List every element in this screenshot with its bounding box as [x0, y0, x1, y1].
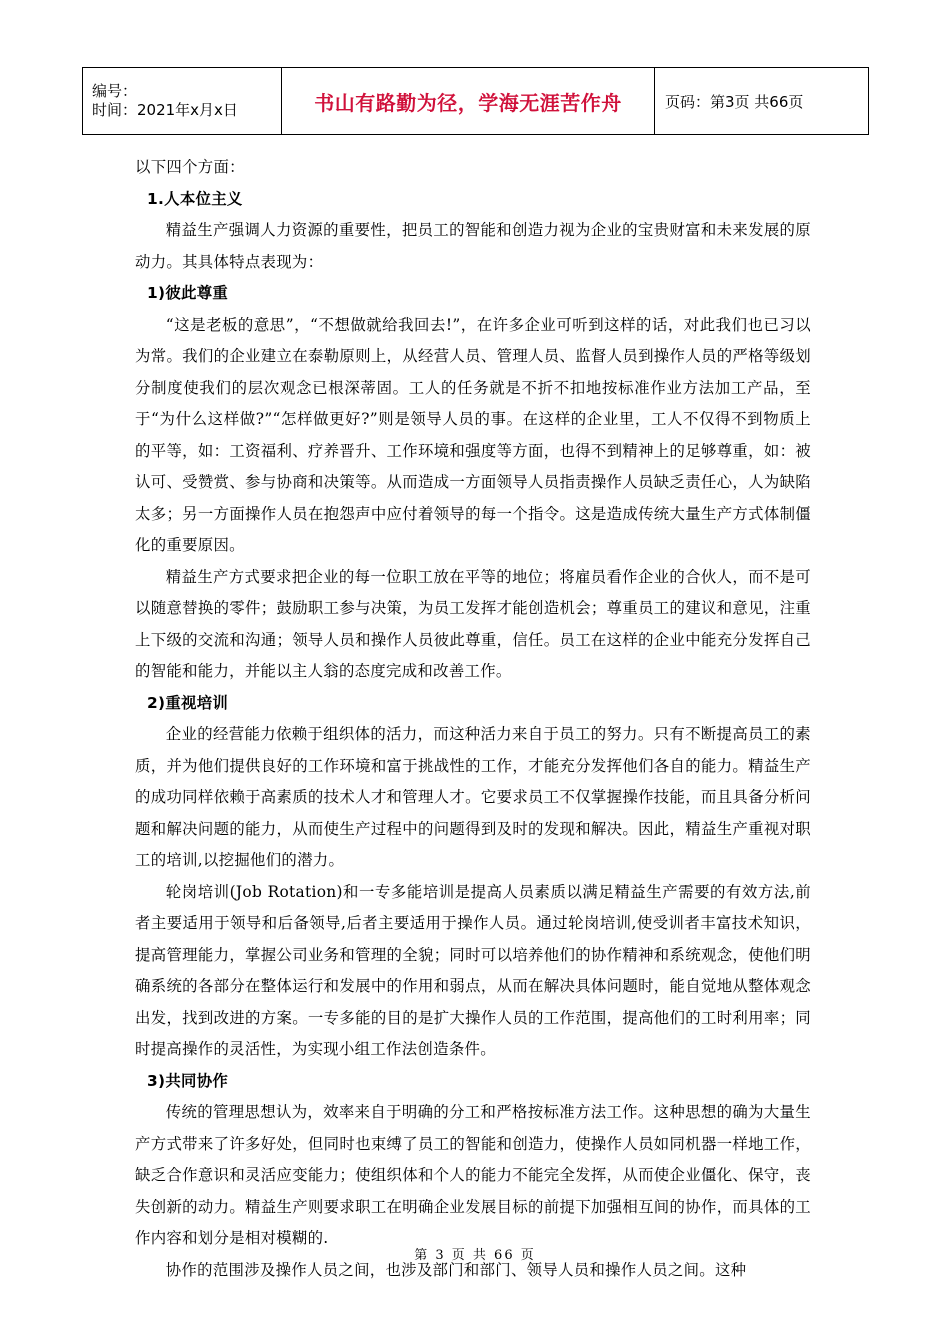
paragraph: 精益生产方式要求把企业的每一位职工放在平等的地位；将雇员看作企业的合伙人，而不是可以随意替换的零件；鼓励职工参与决策，为员工发挥才能创造机会；尊重员工的建议和意见，注重上下级的交流和沟通；领导人员和操作人员彼此尊重，信任。员工在这样的企业中能充分发挥自己的智能和能力，并能以主人翁的态度完成和改善工作。: [135, 567, 811, 680]
paragraph: “这是老板的意思”，“不想做就给我回去!”，在许多企业可听到这样的话，对此我们也已习以为常。我们的企业建立在泰勒原则上，从经营人员、管理人员、监督人员到操作人员的严格等级划分制度使我们的层次观念已根深蒂固。工人的任务就是不折不扣地按标准作业方法加工产品，至于“为什么这样做?”“怎样做更好?”则是领导人员的事。在这样的企业里，工人不仅得不到物质上的平等，如：工资福利、疗养晋升、工作环境和强度等方面，也得不到精神上的足够尊重，如：被认可、受赞赏、参与协商和决策等。从而造成一方面领导人员指责操作人员缺乏责任心，人为缺陷太多；另一方面操作人员在抱怨声中应付着领导的每一个指令。这是造成传统大量生产方式体制僵化的重要原因。: [135, 315, 811, 554]
page-footer: 第 3 页 共 66 页: [414, 1248, 536, 1263]
header-page-cell: [655, 68, 869, 135]
section-heading: 1)彼此尊重: [147, 284, 229, 302]
section-heading: 1.人本位主义: [147, 189, 243, 208]
section-heading: 2)重视培训: [147, 693, 229, 712]
paragraph: 协作的范围涉及操作人员之间，也涉及部门和部门、领导人员和操作人员之间。这种: [165, 1260, 747, 1279]
paragraph: 轮岗培训(Job Rotation)和一专多能培训是提高人员素质以满足精益生产需要的有效方法,前者主要适用于领导和后备领导,后者主要适用于操作人员。通过轮岗培训,使受训者丰富技术知识，提高管理能力，掌握公司业务和管理的全貌；同时可以培养他们的协作精神和系统观念，使他们明确系统的各部分在整体运行和发展中的作用和弱点，从而在解决具体问题时，能自觉地从整体观念出发，找到改进的方案。一专多能的目的是扩大操作人员的工作范围，提高他们的工时利用率；同时提高操作的灵活性，为实现小组工作法创造条件。: [135, 882, 811, 1058]
paragraph: 精益生产强调人力资源的重要性，把员工的智能和创造力视为企业的宝贵财富和未来发展的原动力。其具体特点表现为：: [135, 221, 811, 271]
paragraph: 企业的经营能力依赖于组织体的活力，而这种活力来自于员工的努力。只有不断提高员工的素质，并为他们提供良好的工作环境和富于挑战性的工作，才能充分发挥他们各自的能力。精益生产的成功同样依赖于高素质的技术人才和管理人才。它要求员工不仅掌握操作技能，而且具备分析问题和解决问题的能力，从而使生产过程中的问题得到及时的发现和解决。因此，精益生产重视对职工的培训,以挖掘他们的潜力。: [135, 725, 811, 869]
header-motto: 书山有路勤为径，学海无涯苦作舟: [314, 90, 622, 115]
document-body: [135, 152, 811, 1286]
paragraph: 以下四个方面：: [135, 158, 245, 176]
paragraph: 传统的管理思想认为，效率来自于明确的分工和严格按标准方法工作。这种思想的确为大量生产方式带来了许多好处，但同时也束缚了员工的智能和创造力，使操作人员如同机器一样地工作，缺乏合作意识和灵活应变能力；使组织体和个人的能力不能完全发挥，从而使企业僵化、保守，丧失创新的动力。精益生产则要求职工在明确企业发展目标的前提下加强相互间的协作，而具体的工作内容和划分是相对模糊的.: [135, 1103, 811, 1247]
document-number-label: 编号：: [92, 82, 138, 100]
header-meta-cell: [83, 68, 282, 135]
header-motto-cell: [282, 68, 655, 135]
header-page-info: 页码：第3页 共66页: [665, 92, 804, 111]
page-header: [82, 67, 869, 135]
document-date: 时间：2021年x月x日: [92, 101, 238, 119]
section-heading: 3)共同协作: [147, 1071, 229, 1090]
